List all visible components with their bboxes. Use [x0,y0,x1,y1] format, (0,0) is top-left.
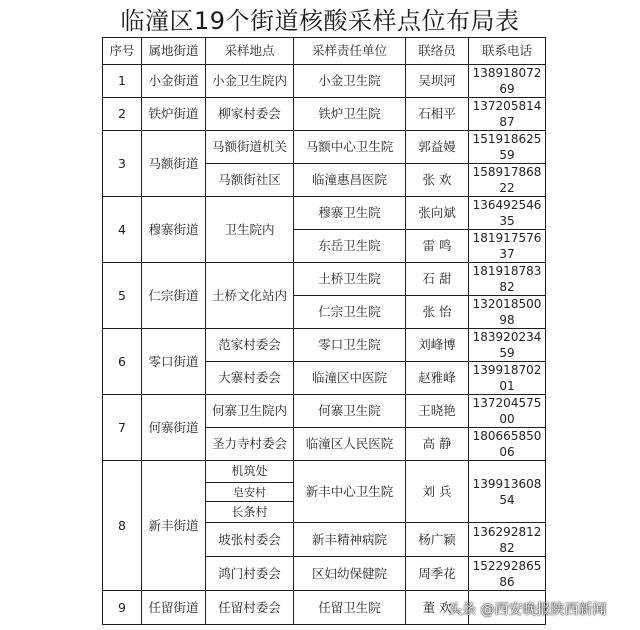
table-row [103,395,546,428]
phone-cell: 18191757637 [469,230,546,263]
street-cell: 零口街道 [142,329,206,395]
street-cell: 穆寨街道 [142,197,206,263]
header-street: 属地街道 [142,38,206,65]
site-cell: 范家村委会 [206,329,294,362]
header-unit: 采样责任单位 [294,38,406,65]
table-row [103,131,546,164]
site-cell: 柳家村委会 [206,98,294,131]
phone-cell: 13720457500 [469,395,546,428]
phone-cell: 15191862559 [469,131,546,164]
table-row [103,263,546,296]
unit-cell: 新丰中心卫生院 [294,461,406,523]
phone-cell: 13629281282 [469,523,546,557]
unit-cell: 临潼惠昌医院 [294,164,406,197]
contact-cell: 周季花 [406,557,469,591]
site-cell: 圣力寺村委会 [206,428,294,461]
contact-cell: 雷 鸣 [406,230,469,263]
page-title: 临潼区19个街道核酸采样点位布局表 [120,7,520,35]
unit-cell: 小金卫生院 [294,65,406,98]
phone-cell: 13649254635 [469,197,546,230]
header-contact: 联络员 [406,38,469,65]
site-cell: 小金卫生院内 [206,65,294,98]
unit-cell: 临潼区人民医院 [294,428,406,461]
row-number: 8 [103,461,142,591]
row-number: 7 [103,395,142,461]
site-cell: 任留村委会 [206,591,294,625]
contact-cell: 张 欢 [406,164,469,197]
table-row [103,98,546,131]
unit-cell: 东岳卫生院 [294,230,406,263]
site-cell: 卫生院内 [206,197,294,263]
site-cell: 鸿门村委会 [206,557,294,591]
unit-cell: 土桥卫生院 [294,263,406,296]
phone-cell: 18392023459 [469,329,546,362]
header-phone: 联系电话 [469,38,546,65]
street-cell: 仁宗街道 [142,263,206,329]
row-number: 1 [103,65,142,98]
site-cell: 大寨村委会 [206,362,294,395]
contact-cell: 张向斌 [406,197,469,230]
street-cell: 小金街道 [142,65,206,98]
unit-cell: 区妇幼保健院 [294,557,406,591]
row-number: 9 [103,591,142,625]
phone-cell: 15891786822 [469,164,546,197]
unit-cell: 穆寨卫生院 [294,197,406,230]
site-cell: 何寨卫生院内 [206,395,294,428]
table-row [103,65,546,98]
table-row [103,461,546,483]
unit-cell: 马额中心卫生院 [294,131,406,164]
contact-cell: 刘 兵 [406,461,469,523]
contact-cell: 石 甜 [406,263,469,296]
phone-cell: 18066585006 [469,428,546,461]
unit-cell: 何寨卫生院 [294,395,406,428]
street-cell: 马额街道 [142,131,206,197]
contact-cell: 王晓艳 [406,395,469,428]
contact-cell: 高 静 [406,428,469,461]
site-cell: 马额街道机关 [206,131,294,164]
watermark: 头条 @西安晚报陕西新闻 [448,602,607,618]
site-cell: 土桥文化站内 [206,263,294,329]
unit-cell: 铁炉卫生院 [294,98,406,131]
unit-cell: 零口卫生院 [294,329,406,362]
contact-cell: 刘峰博 [406,329,469,362]
row-number: 3 [103,131,142,197]
row-number: 2 [103,98,142,131]
phone-cell: 13991360854 [469,461,546,523]
phone-cell: 13720581487 [469,98,546,131]
phone-cell: 13201850098 [469,296,546,329]
street-cell: 铁炉街道 [142,98,206,131]
sampling-sites-table [102,37,546,625]
table-row [103,329,546,362]
phone-cell: 18191878382 [469,263,546,296]
site-cell: 机筑处 [206,461,294,483]
site-cell: 皂安村 [206,483,294,502]
header-no: 序号 [103,38,142,65]
phone-cell: 15229286586 [469,557,546,591]
contact-cell: 张 怡 [406,296,469,329]
contact-cell: 石相平 [406,98,469,131]
unit-cell: 临潼区中医院 [294,362,406,395]
header-site: 采样地点 [206,38,294,65]
street-cell: 任留街道 [142,591,206,625]
contact-cell: 吴坝河 [406,65,469,98]
site-cell: 长条村 [206,502,294,523]
contact-cell: 郭益嫚 [406,131,469,164]
contact-cell: 董 欢 [406,591,469,625]
contact-cell: 赵雅峰 [406,362,469,395]
table-row [103,197,546,230]
header-row [103,38,546,65]
phone-cell: 13891807269 [469,65,546,98]
unit-cell: 仁宗卫生院 [294,296,406,329]
street-cell: 新丰街道 [142,461,206,591]
phone-cell: 13991870201 [469,362,546,395]
row-number: 5 [103,263,142,329]
site-cell: 坡张村委会 [206,523,294,557]
row-number: 6 [103,329,142,395]
unit-cell: 新丰精神病院 [294,523,406,557]
street-cell: 何寨街道 [142,395,206,461]
row-number: 4 [103,197,142,263]
unit-cell: 任留卫生院 [294,591,406,625]
site-cell: 马额街社区 [206,164,294,197]
contact-cell: 杨广颖 [406,523,469,557]
